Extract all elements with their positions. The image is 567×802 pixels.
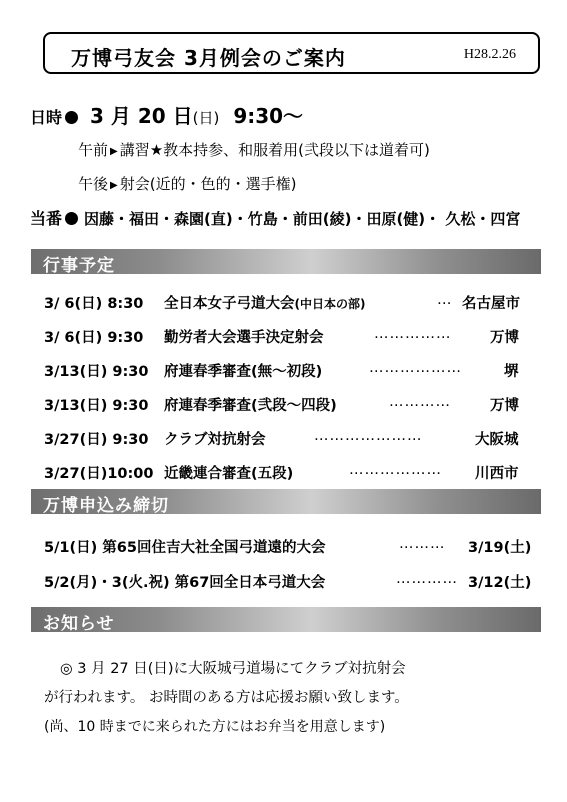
- am-text: 講習★教本持参、和服着用(弐段以下は道着可): [119, 141, 430, 159]
- deadline-date: 3/12(土): [468, 575, 532, 591]
- schedule-heading: 行事予定: [43, 256, 115, 276]
- triangle-right-icon: ▶: [110, 180, 118, 191]
- meeting-date-value: 3 月 20 日: [90, 104, 193, 128]
- bullet-icon: [65, 111, 78, 124]
- title-box: [43, 32, 540, 74]
- am-program-line: [78, 139, 430, 160]
- leader-dots: …………………: [314, 428, 423, 444]
- event-date: 3/ 6(日) 9:30: [44, 330, 144, 346]
- leader-dots: ………………: [349, 462, 442, 478]
- pm-program-line: [78, 173, 296, 194]
- event-date: 3/27(日) 9:30: [44, 432, 149, 448]
- section-header-schedule: [31, 249, 541, 274]
- pm-label: 午後: [78, 175, 109, 193]
- deadline-event: 5/2(月)・3(火.祝) 第67回全日本弓道大会: [44, 575, 326, 591]
- event-place: 川西市: [475, 466, 519, 482]
- event-row: [44, 462, 544, 484]
- leader-dots: ………: [399, 536, 446, 552]
- notice-line-1: ◎ 3 月 27 日(日)に大阪城弓道場にてクラブ対抗射会: [60, 661, 406, 677]
- deadlines-heading: 万博申込み締切: [43, 496, 169, 516]
- leader-dots: ……………: [374, 326, 452, 342]
- section-header-notice: [31, 607, 541, 632]
- event-name: 府連春季審査(弐段〜四段): [164, 398, 337, 414]
- notice-line-2: が行われます。 お時間のある方は応援お願い致します。: [44, 690, 409, 706]
- leader-dots: …………: [396, 571, 458, 587]
- event-row: [44, 428, 544, 450]
- meeting-time: 9:30〜: [233, 104, 304, 128]
- deadline-date: 3/19(土): [468, 540, 532, 556]
- section-header-deadlines: [31, 489, 541, 514]
- leader-dots: …………: [389, 394, 451, 410]
- duty-line: [30, 206, 520, 229]
- am-label: 午前: [78, 141, 109, 159]
- bullet-icon: [65, 212, 78, 225]
- issue-date: H28.2.26: [463, 47, 516, 62]
- duty-label: 当番: [30, 209, 63, 228]
- event-name: 勤労者大会選手決定射会: [164, 330, 324, 346]
- meeting-date: [90, 104, 303, 128]
- deadline-event: 5/1(日) 第65回住吉大社全国弓道遠的大会: [44, 540, 326, 556]
- deadline-row: [44, 536, 544, 558]
- event-date: 3/13(日) 9:30: [44, 398, 149, 414]
- event-note: (中日本の部): [294, 297, 366, 311]
- event-name: クラブ対抗射会: [164, 432, 266, 448]
- event-place: 大阪城: [475, 432, 519, 448]
- deadline-row: [44, 571, 544, 593]
- event-date: 3/27(日)10:00: [44, 466, 154, 482]
- event-name-text: 全日本女子弓道大会: [164, 296, 295, 312]
- event-place: 名古屋市: [462, 296, 520, 312]
- pm-text: 射会(近的・色的・選手権): [119, 175, 297, 193]
- notice-heading: お知らせ: [43, 614, 115, 634]
- event-date: 3/13(日) 9:30: [44, 364, 149, 380]
- leader-dots: ………………: [369, 360, 462, 376]
- page-title: 万博弓友会 3月例会のご案内: [71, 46, 346, 70]
- event-place: 万博: [490, 330, 519, 346]
- event-row: [44, 326, 544, 348]
- datetime-label: 日時: [30, 108, 63, 127]
- event-row: [44, 292, 544, 314]
- meeting-datetime-line: [30, 100, 303, 129]
- triangle-right-icon: ▶: [110, 146, 118, 157]
- leader-dots: …: [437, 292, 453, 308]
- event-place: 万博: [490, 398, 519, 414]
- event-row: [44, 394, 544, 416]
- event-name: [164, 292, 365, 313]
- duty-names: 因藤・福田・森園(直)・竹島・前田(綾)・田原(健)・ 久松・四宮: [84, 210, 521, 228]
- event-date: 3/ 6(日) 8:30: [44, 296, 144, 312]
- event-name: 府連春季審査(無〜初段): [164, 364, 323, 380]
- event-row: [44, 360, 544, 382]
- event-name: 近畿連合審査(五段): [164, 466, 294, 482]
- notice-line-3: (尚、10 時までに来られた方にはお弁当を用意します): [44, 719, 386, 735]
- event-place: 堺: [504, 364, 519, 380]
- meeting-weekday: (日): [192, 109, 220, 127]
